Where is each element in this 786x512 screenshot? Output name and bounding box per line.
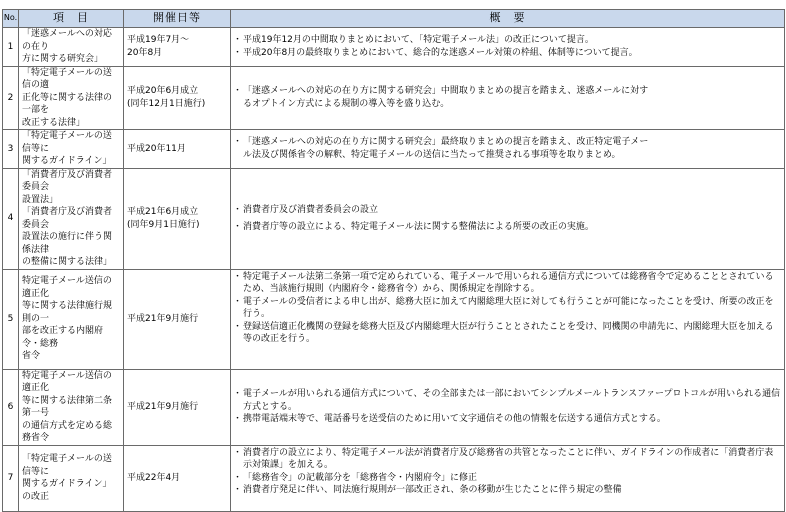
summary-bullet: ・ 登録送信適正化機関の登録を総務大臣及び内閣総理大臣が行うこととされたことを受け、同機関の申請先に、内閣総理大臣を加える等の改正を行う。: [234, 321, 781, 346]
row-item: 「特定電子メールの送信の適 正化等に関する法律の一部を 改正する法律」: [19, 66, 124, 130]
table-row: [3, 66, 785, 130]
row-item: 「消費者庁及び消費者委員会 設置法」 「消費者庁及び消費者委員会 設置法の施行に伴う関係法律 の整備に関する法律」: [19, 168, 124, 269]
row-item: 「迷惑メールへの対応の在り 方に関する研究会」: [19, 28, 124, 67]
row-summary: [231, 28, 785, 67]
summary-bullet: ・ 「迷惑メールへの対応の在り方に関する研究会」最終取りまとめの提言を踏まえ、改正特定電子メー ル法及び関係省令の解釈、特定電子メールの送信に当たって推奨される事項等を取りまとめ。: [234, 136, 781, 161]
row-date: 平成19年7月～ 20年8月: [124, 28, 231, 67]
summary-bullet: ・ 消費者庁及び消費者委員会の設立: [234, 204, 781, 217]
table-row: [3, 130, 785, 169]
row-date: 平成22年4月: [124, 445, 231, 511]
row-no: 4: [3, 168, 19, 269]
row-date: 平成20年6月成立 (同年12月1日施行): [124, 66, 231, 130]
header-item: 項 目: [19, 10, 124, 28]
row-summary: [231, 269, 785, 369]
table-row: [3, 168, 785, 269]
header-date: 開催日等: [124, 10, 231, 28]
history-table: [2, 9, 785, 512]
summary-bullet: ・ 電子メールの受信者による申し出が、総務大臣に加えて内閣総理大臣に対しても行うことが可能になったことを受け、所要の改正を行う。: [234, 296, 781, 321]
table-row: [3, 445, 785, 511]
summary-bullet: ・ 「迷惑メールへの対応の在り方に関する研究会」中間取りまとめの提言を踏まえ、迷惑メールに対す るオプトイン方式による規制の導入等を盛り込む。: [234, 85, 781, 110]
summary-bullet: ・ 消費者庁等の設立による、特定電子メール法に関する整備法による所要の改正の実施。: [234, 221, 781, 234]
row-date: 平成21年9月施行: [124, 369, 231, 445]
row-no: 7: [3, 445, 19, 511]
row-summary: [231, 445, 785, 511]
row-date: 平成20年11月: [124, 130, 231, 169]
row-no: 6: [3, 369, 19, 445]
row-no: 5: [3, 269, 19, 369]
summary-bullet: ・ 電子メールが用いられる通信方式について、その全部または一部においてシンプルメールトランスファープロトコルが用いられる通信方式とする。: [234, 388, 781, 413]
row-no: 2: [3, 66, 19, 130]
summary-bullet: ・ 平成19年12月の中間取りまとめにおいて、「特定電子メール法」の改正について提言。: [234, 34, 781, 47]
row-item: 「特定電子メールの送信等に 関するガイドライン」: [19, 130, 124, 169]
row-item: 特定電子メール送信の適正化 等に関する法律施行規則の一 部を改正する内閣府令・総務 省令: [19, 269, 124, 369]
row-date: 平成21年9月施行: [124, 269, 231, 369]
row-item: 特定電子メール送信の適正化 等に関する法律第二条第一号 の通信方式を定める総務省令: [19, 369, 124, 445]
row-summary: [231, 168, 785, 269]
row-summary: [231, 130, 785, 169]
summary-bullet: ・ 「総務省令」の記載部分を「総務省令・内閣府令」に修正: [234, 472, 781, 485]
table-header-row: [3, 10, 785, 28]
table-row: [3, 28, 785, 67]
header-summary: 概 要: [231, 10, 785, 28]
row-no: 1: [3, 28, 19, 67]
row-summary: [231, 369, 785, 445]
table-row: [3, 369, 785, 445]
summary-bullet: ・ 消費者庁発足に伴い、同法施行規則が一部改正され、条の移動が生じたことに伴う規定の整備: [234, 484, 781, 497]
summary-bullet: ・ 特定電子メール法第二条第一項で定められている、電子メールで用いられる通信方式については総務省令で定めることとされているため、当該施行規則（内閣府令・総務省令）から、関係規定を削除する。: [234, 271, 781, 296]
row-no: 3: [3, 130, 19, 169]
table-row: [3, 269, 785, 369]
header-no: No.: [3, 10, 19, 28]
summary-bullet: ・ 消費者庁の設立により、特定電子メール法が消費者庁及び総務省の共管となったことに伴い、ガイドラインの作成者に「消費者庁表示対策課」を加える。: [234, 447, 781, 472]
summary-bullet: ・ 携帯電話端末等で、電話番号を送受信のために用いて文字通信その他の情報を伝送する通信方式とする。: [234, 413, 781, 426]
row-date: 平成21年6月成立 (同年9月1日施行): [124, 168, 231, 269]
summary-bullet: ・ 平成20年8月の最終取りまとめにおいて、総合的な迷惑メール対策の枠組、体制等について提言。: [234, 47, 781, 60]
row-summary: [231, 66, 785, 130]
row-item: 「特定電子メールの送信等に 関するガイドライン」の改正: [19, 445, 124, 511]
